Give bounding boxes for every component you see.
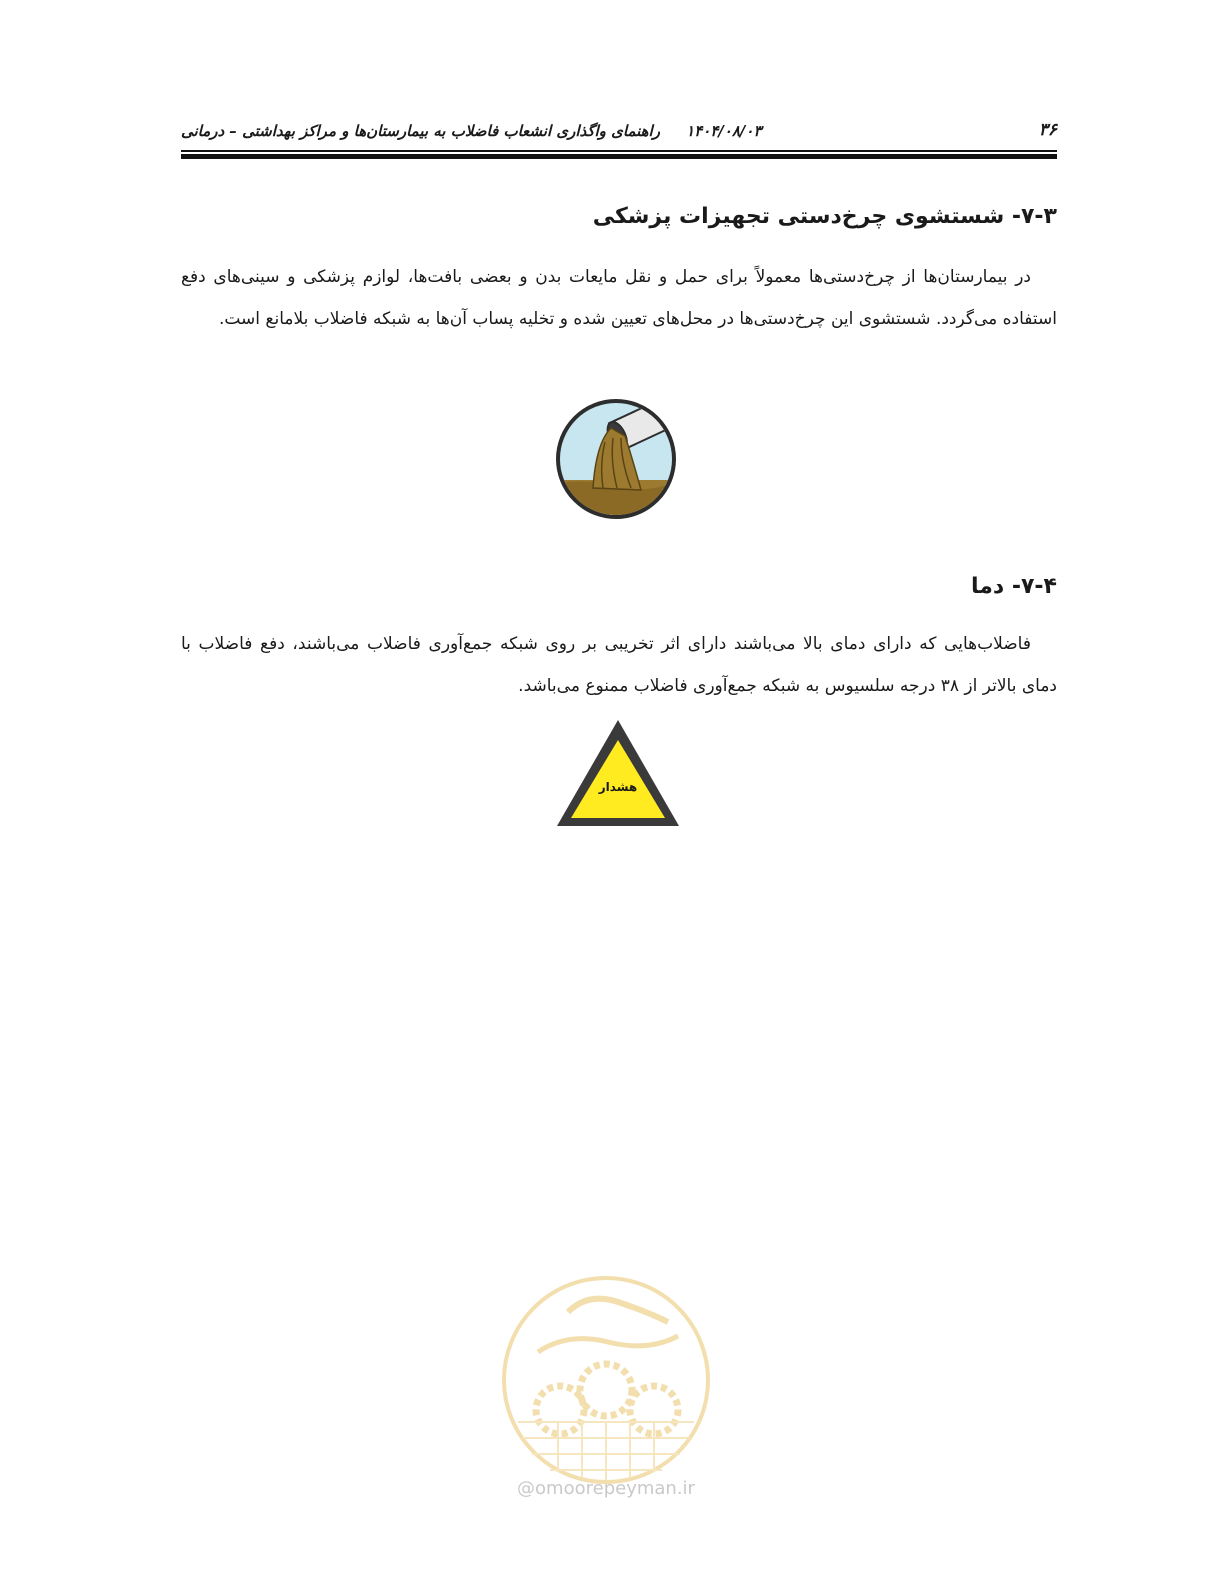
header-rule-thick: [181, 154, 1057, 159]
section-heading-7-3: ۷-۳- شستشوی چرخ‌دستی تجهیزات پزشکی: [592, 204, 1057, 229]
running-title: راهنمای واگذاری انشعاب فاضلاب به بیمارستان‌ها و مراکز بهداشتی – درمانی: [181, 122, 660, 140]
header-date: ۱۴۰۴/۰۸/۰۳: [686, 122, 762, 140]
section-paragraph-7-3: در بیمارستان‌ها از چرخ‌دستی‌ها معمولاً برای حمل و نقل مایعات بدن و بعضی بافت‌ها، لوازم پزشکی و سینی‌های دفع استفاده می‌گردد. شستشوی این چرخ‌دستی‌ها در محل‌های تعیین شده و تخلیه پساب آن‌ها به شبکه فاضلاب بلامانع است.: [181, 267, 1057, 329]
warning-triangle-icon: [553, 716, 683, 830]
company-watermark-logo: [498, 1262, 714, 1498]
page-number: ۳۶: [1038, 120, 1057, 140]
running-title-line: [181, 122, 762, 140]
watermark-url-text: omoorepeyman.ir: [535, 1478, 695, 1499]
warning-label: هشدار: [598, 780, 638, 794]
section-paragraph-7-4: فاضلاب‌هایی که دارای دمای بالا می‌باشند دارای اثر تخریبی بر روی شبکه جمع‌آوری فاضلاب می‌باشند، دفع فاضلاب با دمای بالاتر از ۳۸ درجه سلسیوس به شبکه جمع‌آوری فاضلاب ممنوع می‌باشد.: [181, 634, 1057, 696]
running-header: [181, 118, 1057, 148]
warning-sign: [553, 716, 683, 830]
watermark-url: @omoorepeyman.ir: [517, 1478, 695, 1499]
wastewater-discharge-icon: [555, 398, 677, 520]
section-heading-7-4: ۷-۴- دما: [971, 574, 1057, 599]
header-rule-thin: [181, 150, 1057, 152]
